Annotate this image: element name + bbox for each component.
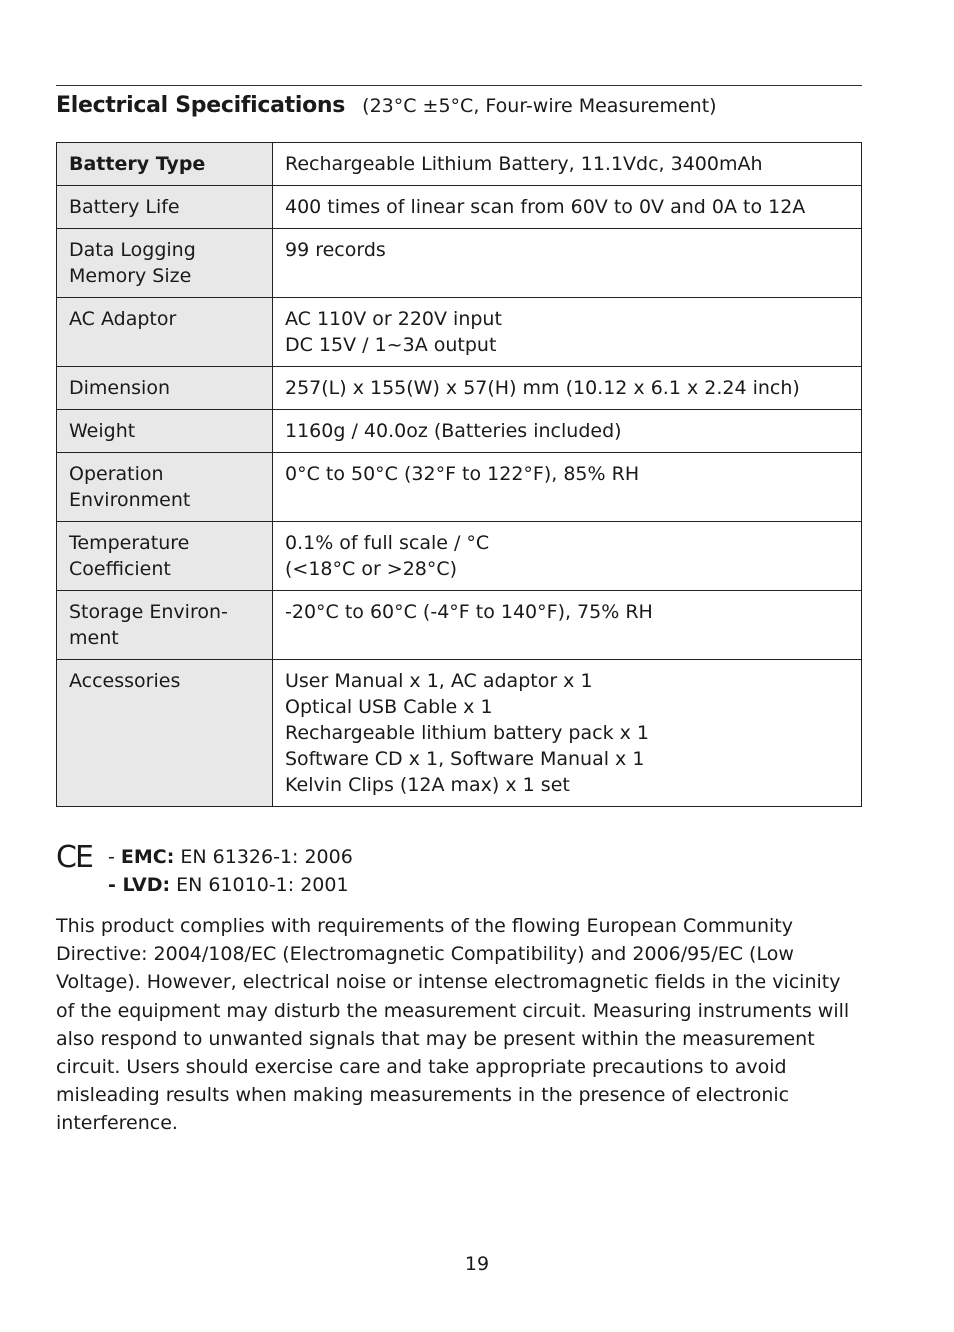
- table-row: [57, 591, 862, 660]
- spec-value-line: Kelvin Clips (12A max) x 1 set: [285, 774, 570, 796]
- spec-value-line: 99 records: [285, 239, 386, 261]
- spec-label: AC Adaptor: [57, 298, 273, 367]
- emc-standard: [108, 846, 353, 868]
- emc-value: EN 61326-1: 2006: [174, 846, 353, 868]
- table-row: [57, 410, 862, 453]
- spec-value-line: AC 110V or 220V input: [285, 308, 502, 330]
- section-heading: [56, 93, 717, 118]
- spec-value: [273, 229, 862, 298]
- page-number: 19: [464, 1253, 490, 1275]
- spec-value-line: Software CD x 1, Software Manual x 1: [285, 748, 645, 770]
- spec-label: Dimension: [57, 367, 273, 410]
- table-row: [57, 522, 862, 591]
- spec-value: [273, 522, 862, 591]
- spec-label: Data Logging Memory Size: [57, 229, 273, 298]
- table-row: [57, 143, 862, 186]
- page-title: Electrical Specifications: [56, 93, 346, 118]
- spec-value-line: Optical USB Cable x 1: [285, 696, 493, 718]
- compliance-paragraph: This product complies with requirements of the flowing European Community Directive: 2004/108/EC (Electromagnetic Compatibility) and 2006/95/EC (Low Voltage). However, electrical noise or intense electromagnetic fields in the vicinity of the equipment may disturb the measurement circuit. Measuring instruments will also respond to unwanted signals that may be present within the measurement circuit. Users should exercise care and take appropriate precautions to avoid misleading results when making measurements in the presence of electronic interference.: [56, 915, 850, 1135]
- spec-label: Storage Environ-ment: [57, 591, 273, 660]
- lvd-value: EN 61010-1: 2001: [170, 874, 349, 896]
- spec-value: [273, 453, 862, 522]
- emc-prefix: -: [108, 846, 121, 868]
- spec-label: Battery Type: [57, 143, 273, 186]
- spec-label: Operation Environment: [57, 453, 273, 522]
- table-row: [57, 453, 862, 522]
- spec-value-line: 257(L) x 155(W) x 57(H) mm (10.12 x 6.1 x 2.24 inch): [285, 377, 800, 399]
- spec-label: Battery Life: [57, 186, 273, 229]
- spec-value-line: 1160g / 40.0oz (Batteries included): [285, 420, 622, 442]
- spec-value-line: Rechargeable lithium battery pack x 1: [285, 722, 649, 744]
- specifications-table: [56, 142, 862, 807]
- top-rule: [56, 85, 862, 86]
- spec-value: [273, 143, 862, 186]
- spec-value-line: -20°C to 60°C (-4°F to 140°F), 75% RH: [285, 601, 653, 623]
- spec-value-line: 0°C to 50°C (32°F to 122°F), 85% RH: [285, 463, 640, 485]
- spec-value: [273, 367, 862, 410]
- table-row: [57, 660, 862, 807]
- spec-label: Accessories: [57, 660, 273, 807]
- page-subtitle: (23°C ±5°C, Four-wire Measurement): [362, 95, 717, 117]
- spec-value-line: 400 times of linear scan from 60V to 0V and 0A to 12A: [285, 196, 806, 218]
- spec-value: [273, 298, 862, 367]
- spec-value-line: Rechargeable Lithium Battery, 11.1Vdc, 3400mAh: [285, 153, 763, 175]
- spec-value: [273, 186, 862, 229]
- spec-value: [273, 410, 862, 453]
- table-row: [57, 186, 862, 229]
- spec-label: Weight: [57, 410, 273, 453]
- spec-label: Temperature Coefficient: [57, 522, 273, 591]
- spec-value-line: DC 15V / 1~3A output: [285, 334, 497, 356]
- lvd-standard: [108, 874, 349, 896]
- spec-value-line: (<18°C or >28°C): [285, 558, 458, 580]
- table-row: [57, 298, 862, 367]
- specifications-table-body: [57, 143, 862, 807]
- lvd-label: - LVD:: [108, 874, 171, 896]
- spec-value-line: User Manual x 1, AC adaptor x 1: [285, 670, 593, 692]
- table-row: [57, 229, 862, 298]
- spec-value: [273, 591, 862, 660]
- spec-value-line: 0.1% of full scale / °C: [285, 532, 490, 554]
- spec-value: [273, 660, 862, 807]
- emc-label: EMC:: [120, 846, 175, 868]
- table-row: [57, 367, 862, 410]
- ce-mark-icon: CE: [56, 840, 92, 875]
